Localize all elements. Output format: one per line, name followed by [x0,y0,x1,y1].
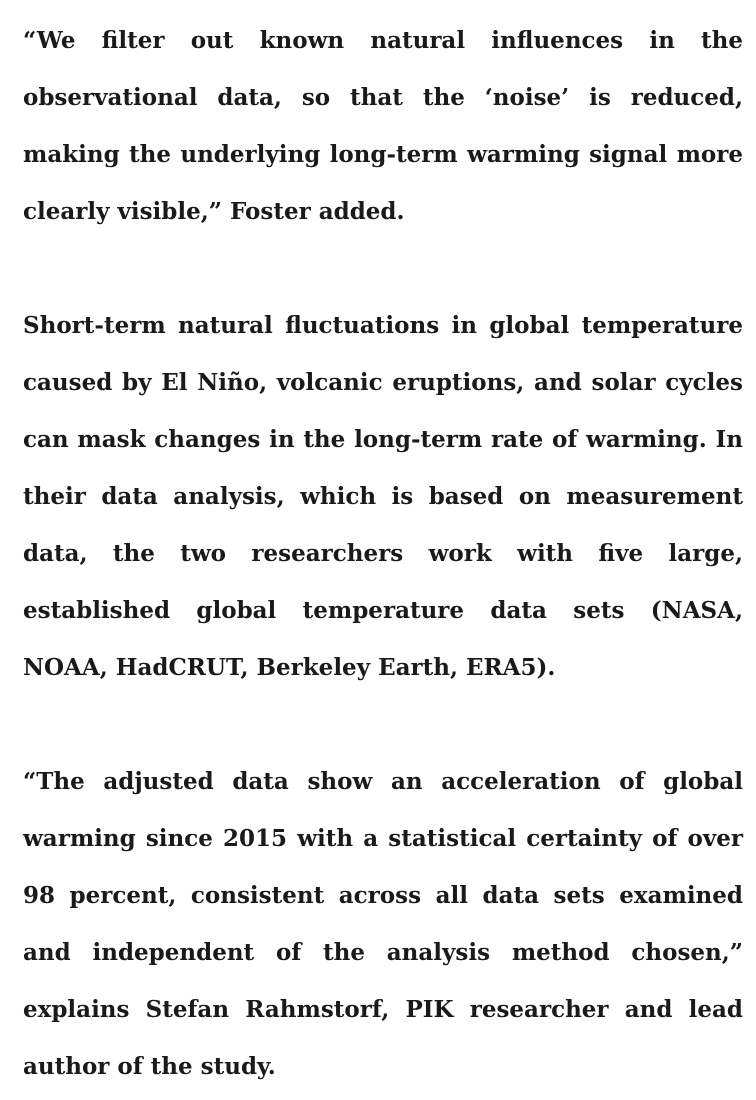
paragraph-rahmstorf-quote: “The adjusted data show an acceleration of global warming since 2015 with a statistical certainty of over 98 percent, consistent across all data sets examined and independent of the analysis method chosen,” explains Stefan Rahmstorf, PIK researcher and lead author of the study. [23,768,743,1080]
article-body [23,12,743,1095]
paragraph-natural-fluctuations: Short-term natural fluctuations in global temperature caused by El Niño, volcanic eruptions, and solar cycles can mask changes in the long-term rate of warming. In their data analysis, which is based on measurement data, the two researchers work with five large, established global temperature data sets (NASA, NOAA, HadCRUT, Berkeley Earth, ERA5). [23,312,743,681]
paragraph-foster-quote: “We filter out known natural influences in the observational data, so that the ‘noise’ is reduced, making the underlying long-term warming signal more clearly visible,” Foster added. [23,27,743,225]
